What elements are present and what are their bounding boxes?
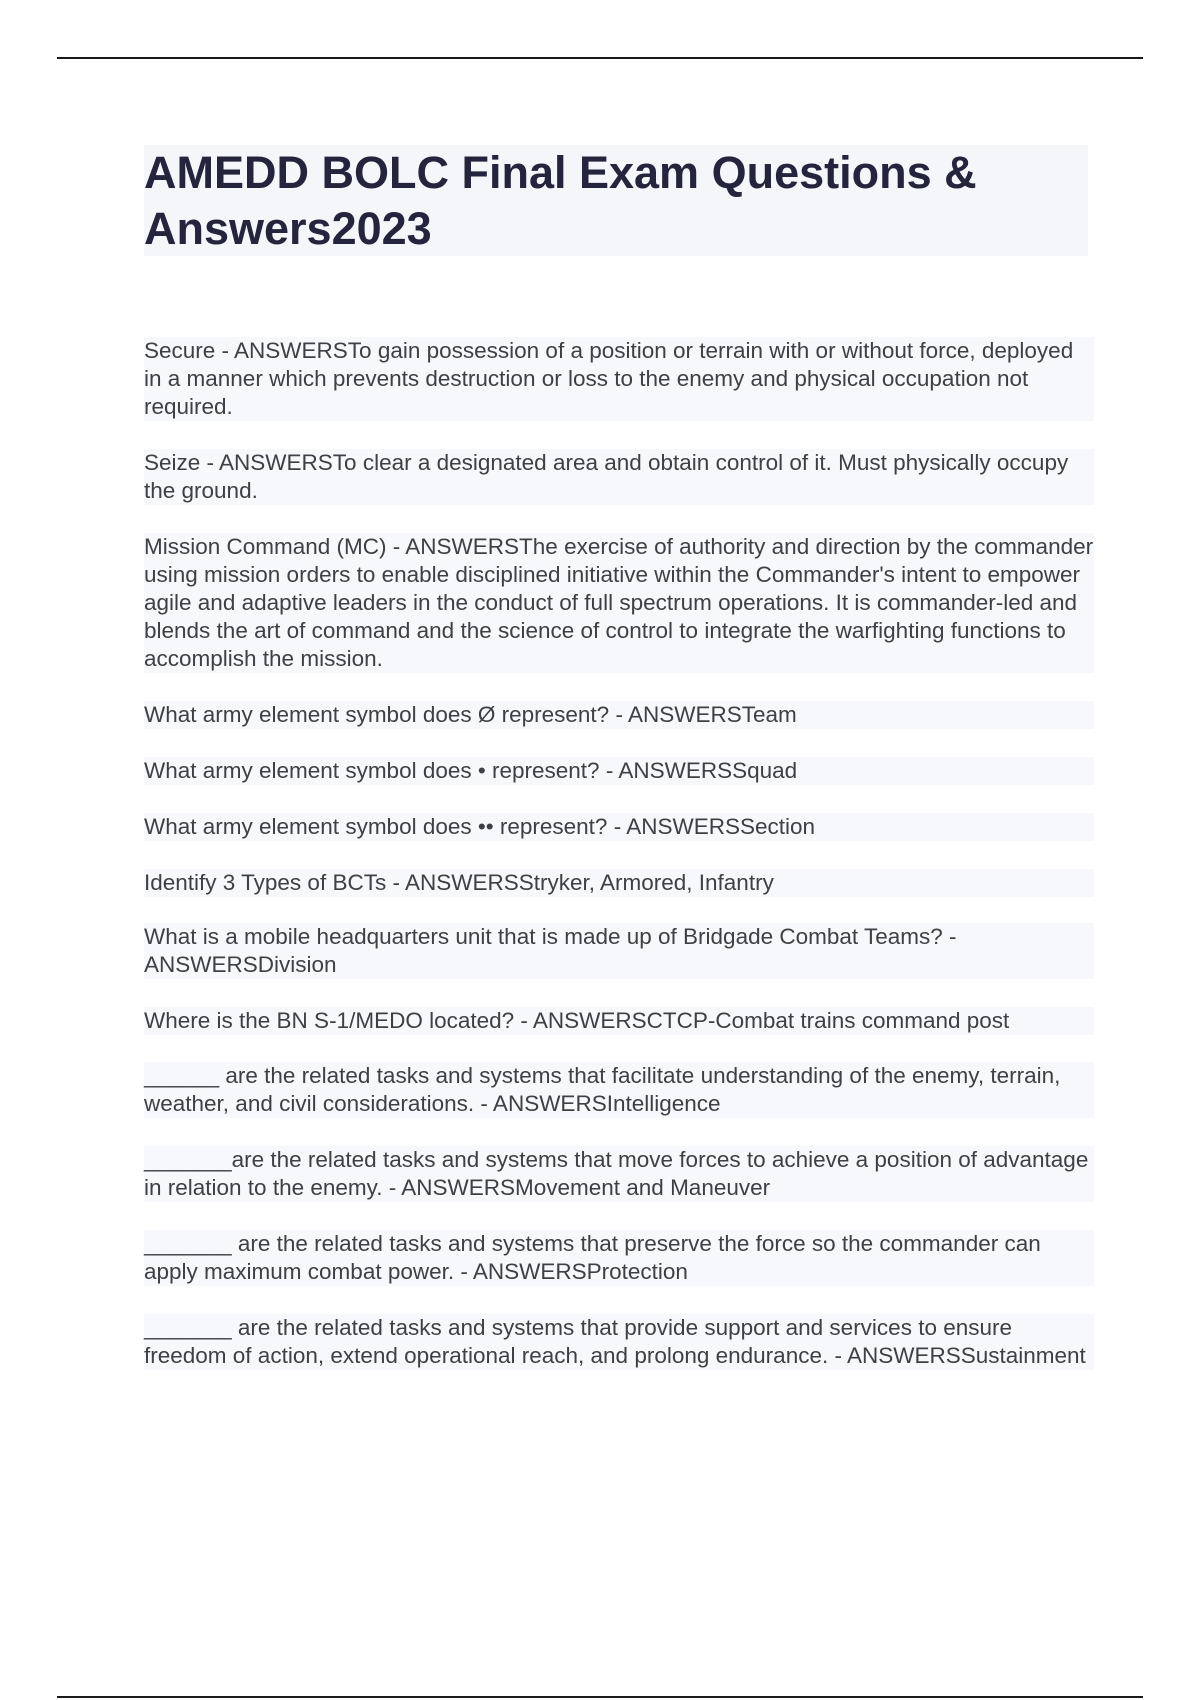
qa-item-sustainment: _______ are the related tasks and systems that provide support and services to ensure freedom of action, extend operational reach, and prolong endurance. - ANSWERSSustainment [144, 1314, 1094, 1370]
qa-item-protection: _______ are the related tasks and systems that preserve the force so the commander can apply maximum combat power. - ANSWERSProtection [144, 1230, 1094, 1286]
qa-item-seize: Seize - ANSWERSTo clear a designated area and obtain control of it. Must physically occupy the ground. [144, 449, 1094, 505]
title-block [144, 145, 1088, 256]
top-rule [57, 57, 1143, 59]
qa-item-section-symbol: What army element symbol does •• represent? - ANSWERSSection [144, 813, 1094, 841]
qa-item-intelligence: ______ are the related tasks and systems that facilitate understanding of the enemy, terrain, weather, and civil considerations. - ANSWERSIntelligence [144, 1062, 1094, 1118]
qa-item-bct-types: Identify 3 Types of BCTs - ANSWERSStryker, Armored, Infantry [144, 869, 1094, 897]
qa-item-secure: Secure - ANSWERSTo gain possession of a position or terrain with or without force, deployed in a manner which prevents destruction or loss to the enemy and physical occupation not required. [144, 337, 1094, 421]
qa-item-bn-s1-location: Where is the BN S-1/MEDO located? - ANSWERSCTCP-Combat trains command post [144, 1007, 1094, 1035]
qa-item-mission-command: Mission Command (MC) - ANSWERSThe exercise of authority and direction by the commander using mission orders to enable disciplined initiative within the Commander's intent to empower agile and adaptive leaders in the conduct of full spectrum operations. It is commander-led and blends the art of command and the science of control to integrate the warfighting functions to accomplish the mission. [144, 534, 1094, 671]
qa-item-division: What is a mobile headquarters unit that is made up of Bridgade Combat Teams? - ANSWERSDivision [144, 923, 1094, 979]
qa-list [144, 337, 1094, 1370]
qa-item-movement-maneuver: _______are the related tasks and systems that move forces to achieve a position of advantage in relation to the enemy. - ANSWERSMovement and Maneuver [144, 1146, 1094, 1202]
bottom-rule [57, 1696, 1143, 1698]
document-title: AMEDD BOLC Final Exam Questions & Answers2023 [144, 147, 977, 254]
qa-item-squad-symbol: What army element symbol does • represent? - ANSWERSSquad [144, 757, 1094, 785]
qa-item-team-symbol: What army element symbol does Ø represent? - ANSWERSTeam [144, 701, 1094, 729]
